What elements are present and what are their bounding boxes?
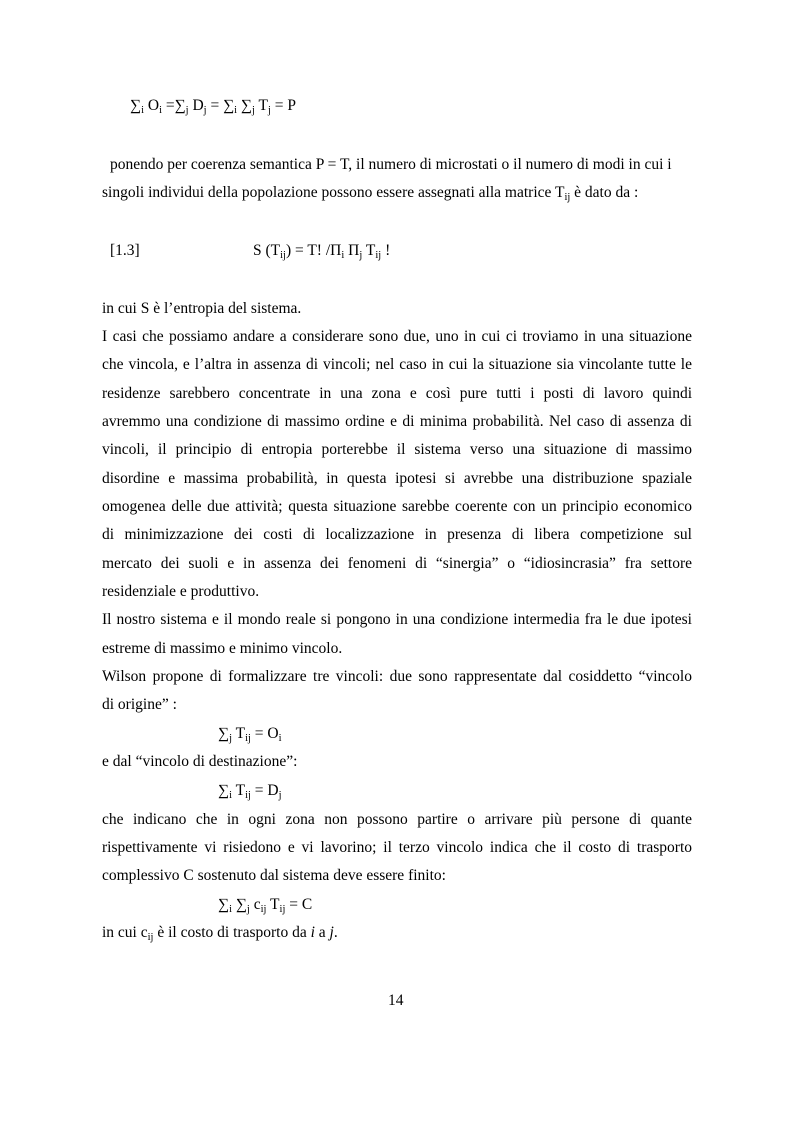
para2-line11: residenziale e produttivo. bbox=[102, 583, 260, 600]
para2-line1: in cui S è l’entropia del sistema. bbox=[102, 300, 302, 317]
equation-label: [1.3] bbox=[110, 242, 140, 259]
equation-balance: $\sum_i$ $O_i =\sum_j$ $D_j = \sum_i$ $\sum_j$ $T_j = P$ bbox=[130, 97, 297, 116]
equation-cost-constraint: $\sum_i$ $\sum_j$ $c_{ij}$ $T_{ij} = C$ bbox=[218, 896, 313, 915]
para4-line5: rispettivamente vi risiedono e vi lavorino; il terzo vincolo indica che il costo di trasporto bbox=[102, 839, 692, 856]
para1-line1: ponendo per coerenza semantica P = T, il numero di microstati o il numero di modi in cui i bbox=[110, 156, 672, 173]
para2-line7: disordine e massima probabilità, in questa ipotesi si avrebbe una distribuzione spaziale bbox=[102, 470, 692, 487]
equation-origin-constraint: $\sum_j$ $T_{ij} = O_i$ bbox=[218, 725, 282, 744]
para2-line6: vincoli, il principio di entropia porterebbe il sistema verso una situazione di massimo bbox=[102, 441, 692, 458]
para4-line6: complessivo C sostenuto dal sistema deve essere finito: bbox=[102, 867, 446, 884]
para4-line7: in cui $c_{ij}$ è il costo di trasporto da i a j. bbox=[102, 924, 338, 943]
para4-line3: e dal “vincolo di destinazione”: bbox=[102, 753, 298, 770]
equation-entropy: S $(T_{ij}) = T$! $/\Pi_i$ $\Pi_j$ $T_{ij}$ ! bbox=[253, 242, 391, 261]
para2-line9: di minimizzazione dei costi di localizzazione in presenza di libera competizione sul bbox=[102, 526, 692, 543]
para2-line2: I casi che possiamo andare a considerare sono due, uno in cui ci troviamo in una situazione bbox=[102, 328, 692, 345]
para3-line2: estreme di massimo e minimo vincolo. bbox=[102, 640, 343, 657]
para1-line2: singoli individui della popolazione possono essere assegnati alla matrice $T_{ij}$ è dato da : bbox=[102, 184, 639, 203]
para4-line4: che indicano che in ogni zona non possono partire o arrivare più persone di quante bbox=[102, 811, 692, 828]
para3-line1: Il nostro sistema e il mondo reale si pongono in una condizione intermedia fra le due ipotesi bbox=[102, 611, 692, 628]
para4-line1: Wilson propone di formalizzare tre vincoli: due sono rappresentate dal cosiddetto “vincolo bbox=[102, 668, 692, 685]
para2-line10: mercato dei suoli e in assenza dei fenomeni di “sinergia” o “idiosincrasia” fra settore bbox=[102, 555, 692, 572]
equation-destination-constraint: $\sum_i$ $T_{ij} = D_j$ bbox=[218, 782, 282, 801]
para2-line4: residenze sarebbero concentrate in una zona e così pure tutti i posti di lavoro quindi bbox=[102, 385, 692, 402]
page-number: 14 bbox=[388, 992, 404, 1009]
para2-line3: che vincola, e l’altra in assenza di vincoli; nel caso in cui la situazione sia vincolante tutte le bbox=[102, 356, 692, 373]
para4-line2: di origine” : bbox=[102, 696, 177, 713]
para2-line5: avremmo una condizione di massimo ordine e di minima probabilità. Nel caso di assenza di bbox=[102, 413, 692, 430]
para2-line8: omogenea delle due attività; questa situazione sarebbe coerente con un principio economico bbox=[102, 498, 692, 515]
